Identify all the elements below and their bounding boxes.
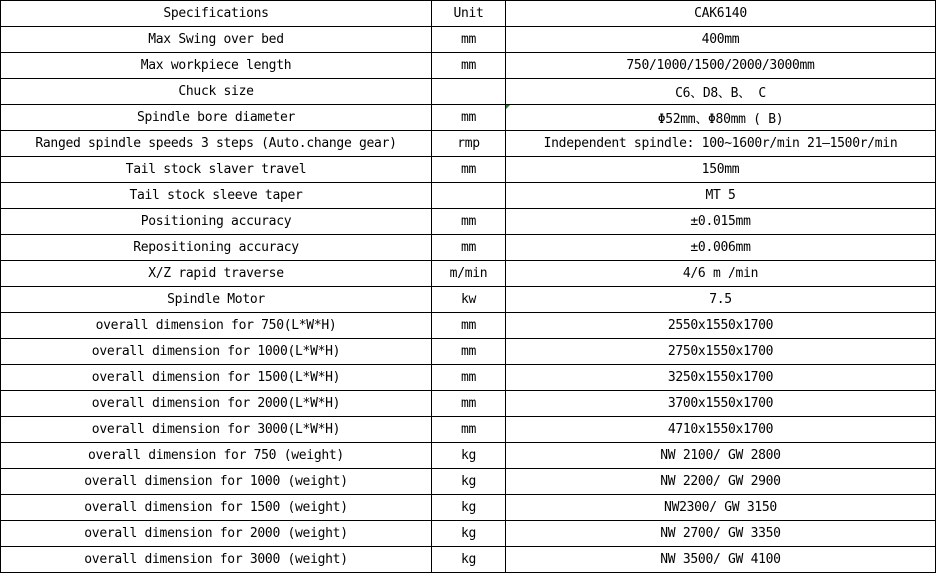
value-cell: 150mm xyxy=(506,157,936,183)
table-row xyxy=(1,443,936,469)
value-cell: ±0.006mm xyxy=(506,235,936,261)
unit-cell: m/min xyxy=(432,261,506,287)
spec-cell: Tail stock slaver travel xyxy=(1,157,432,183)
unit-cell: mm xyxy=(432,157,506,183)
unit-cell: kw xyxy=(432,287,506,313)
value-cell: NW 2700/ GW 3350 xyxy=(506,521,936,547)
table-row xyxy=(1,495,936,521)
value-cell: 2750x1550x1700 xyxy=(506,339,936,365)
table-row xyxy=(1,339,936,365)
spec-cell: overall dimension for 2000(L*W*H) xyxy=(1,391,432,417)
spec-cell: X/Z rapid traverse xyxy=(1,261,432,287)
unit-cell: mm xyxy=(432,313,506,339)
spec-cell: Max Swing over bed xyxy=(1,27,432,53)
value-cell: NW2300/ GW 3150 xyxy=(506,495,936,521)
spec-cell: Tail stock sleeve taper xyxy=(1,183,432,209)
header-unit: Unit xyxy=(432,1,506,27)
table-row xyxy=(1,27,936,53)
table-row xyxy=(1,391,936,417)
spec-cell: overall dimension for 1500 (weight) xyxy=(1,495,432,521)
header-row xyxy=(1,1,936,27)
table-row xyxy=(1,417,936,443)
unit-cell: mm xyxy=(432,235,506,261)
table-row xyxy=(1,183,936,209)
unit-cell: kg xyxy=(432,495,506,521)
spec-cell: overall dimension for 750(L*W*H) xyxy=(1,313,432,339)
cell-note-marker-icon xyxy=(506,105,510,109)
spec-cell: overall dimension for 3000(L*W*H) xyxy=(1,417,432,443)
table-row xyxy=(1,365,936,391)
value-cell: NW 2200/ GW 2900 xyxy=(506,469,936,495)
spec-cell: Positioning accuracy xyxy=(1,209,432,235)
value-cell: Independent spindle: 100~1600r/min 21—1500r/min xyxy=(506,131,936,157)
spec-cell: overall dimension for 1500(L*W*H) xyxy=(1,365,432,391)
table-row xyxy=(1,209,936,235)
unit-cell: mm xyxy=(432,417,506,443)
value-cell: MT 5 xyxy=(506,183,936,209)
unit-cell: kg xyxy=(432,547,506,573)
table-row xyxy=(1,105,936,131)
value-cell: 3700x1550x1700 xyxy=(506,391,936,417)
table-row xyxy=(1,53,936,79)
unit-cell xyxy=(432,183,506,209)
spec-cell: Spindle Motor xyxy=(1,287,432,313)
spec-cell: Chuck size xyxy=(1,79,432,105)
value-cell: NW 2100/ GW 2800 xyxy=(506,443,936,469)
spec-cell: Spindle bore diameter xyxy=(1,105,432,131)
unit-cell: mm xyxy=(432,391,506,417)
table-row xyxy=(1,261,936,287)
header-model: CAK6140 xyxy=(506,1,936,27)
value-cell: 4710x1550x1700 xyxy=(506,417,936,443)
unit-cell xyxy=(432,79,506,105)
table-row xyxy=(1,469,936,495)
unit-cell: kg xyxy=(432,469,506,495)
unit-cell: kg xyxy=(432,443,506,469)
value-cell: ±0.015mm xyxy=(506,209,936,235)
spec-cell: overall dimension for 1000(L*W*H) xyxy=(1,339,432,365)
value-cell: 7.5 xyxy=(506,287,936,313)
value-cell: Φ52mm、Φ80mm ( B) xyxy=(506,105,936,131)
unit-cell: mm xyxy=(432,53,506,79)
table-row xyxy=(1,157,936,183)
table-row xyxy=(1,521,936,547)
value-cell: 4/6 m /min xyxy=(506,261,936,287)
spec-cell: overall dimension for 1000 (weight) xyxy=(1,469,432,495)
unit-cell: kg xyxy=(432,521,506,547)
table-row xyxy=(1,313,936,339)
spec-cell: overall dimension for 750 (weight) xyxy=(1,443,432,469)
unit-cell: mm xyxy=(432,209,506,235)
spec-cell: Max workpiece length xyxy=(1,53,432,79)
unit-cell: mm xyxy=(432,105,506,131)
table-row xyxy=(1,547,936,573)
value-cell: 750/1000/1500/2000/3000mm xyxy=(506,53,936,79)
table-row xyxy=(1,287,936,313)
value-cell: 400mm xyxy=(506,27,936,53)
header-spec: Specifications xyxy=(1,1,432,27)
spec-cell: Ranged spindle speeds 3 steps (Auto.change gear) xyxy=(1,131,432,157)
spec-cell: overall dimension for 3000 (weight) xyxy=(1,547,432,573)
unit-cell: mm xyxy=(432,27,506,53)
value-cell: NW 3500/ GW 4100 xyxy=(506,547,936,573)
spec-cell: overall dimension for 2000 (weight) xyxy=(1,521,432,547)
table-row xyxy=(1,79,936,105)
unit-cell: mm xyxy=(432,365,506,391)
table-row xyxy=(1,235,936,261)
value-cell: 2550x1550x1700 xyxy=(506,313,936,339)
spec-cell: Repositioning accuracy xyxy=(1,235,432,261)
value-cell: C6、D8、B、 C xyxy=(506,79,936,105)
table-row xyxy=(1,131,936,157)
value-cell: 3250x1550x1700 xyxy=(506,365,936,391)
unit-cell: mm xyxy=(432,339,506,365)
unit-cell: rmp xyxy=(432,131,506,157)
